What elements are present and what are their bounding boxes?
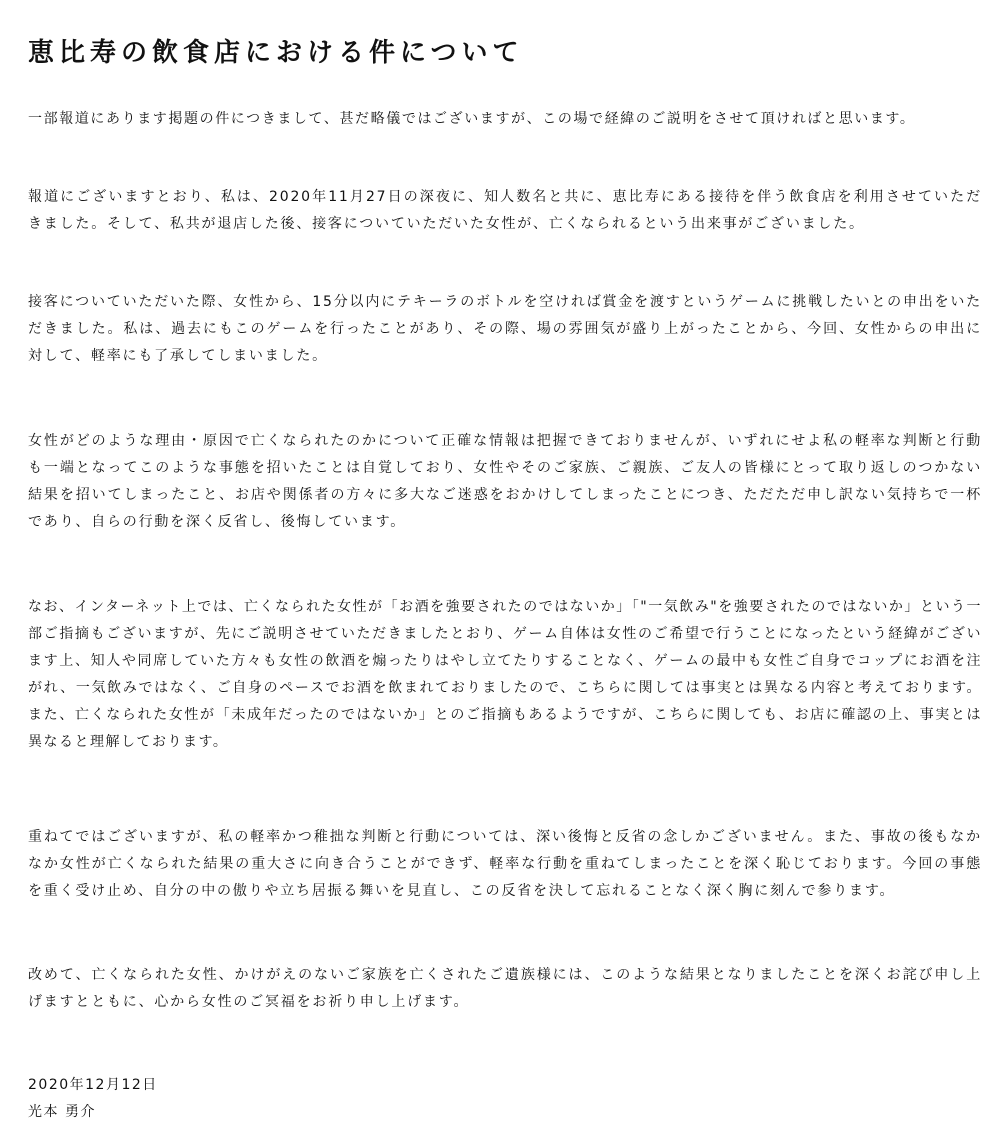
paragraph-apology: 女性がどのような理由・原因で亡くなられたのかについて正確な情報は把握できておりませんが、いずれにせよ私の軽率な判断と行動も一端となってこのような事態を招いたことは自覚しており、女性やそのご家族、ご親族、ご友人の皆様にとって取り返しのつかない結果を招いてしまったこと、お店や関係者の方々に多大なご迷惑をおかけしてしまったことにつき、ただただ申し訳ない気持ちで一杯であり、自らの行動を深く反省し、後悔しています。: [28, 433, 982, 530]
paragraph-condolence: 改めて、亡くなられた女性、かけがえのないご家族を亡くされたご遺族様には、このような結果となりましたことを深くお詫び申し上げますとともに、心から女性のご冥福をお祈り申し上げます。: [28, 967, 982, 1010]
signature-block: [28, 1072, 158, 1126]
paragraph-incident: 報道にございますとおり、私は、2020年11月27日の深夜に、知人数名と共に、恵比寿にある接待を伴う飲食店を利用させていただきました。そして、私共が退店した後、接客についていただいた女性が、亡くなられるという出来事がございました。: [28, 189, 982, 232]
page-title: 恵比寿の飲食店における件について: [28, 38, 524, 68]
paragraph-reflection: 重ねてではございますが、私の軽率かつ稚拙な判断と行動については、深い後悔と反省の念しかございません。また、事故の後もなかなか女性が亡くなられた結果の重大さに向き合うことができず、軽率な行動を重ねてしまったことを深く恥じております。今回の事態を重く受け止め、自分の中の傲りや立ち居振る舞いを見直し、この反省を決して忘れることなく深く胸に刻んで参ります。: [28, 829, 982, 899]
paragraph-clarification: なお、インターネット上では、亡くなられた女性が「お酒を強要されたのではないか」「"一気飲み"を強要されたのではないか」という一部ご指摘もございますが、先にご説明させていただきましたとおり、ゲーム自体は女性のご希望で行うことになったという経緯がございます上、知人や同席していた方々も女性の飲酒を煽ったりはやし立てたりすることなく、ゲームの最中も女性ご自身でコップにお酒を注がれ、一気飲みではなく、ご自身のペースでお酒を飲まれておりましたので、こちらに関しては事実とは異なる内容と考えております。また、亡くなられた女性が「未成年だったのではないか」とのご指摘もあるようですが、こちらに関しても、お店に確認の上、事実とは異なると理解しております。: [28, 599, 982, 750]
paragraph-game: 接客についていただいた際、女性から、15分以内にテキーラのボトルを空ければ賞金を渡すというゲームに挑戦したいとの申出をいただきました。私は、過去にもこのゲームを行ったことがあり、その際、場の雰囲気が盛り上がったことから、今回、女性からの申出に対して、軽率にも了承してしまいました。: [28, 294, 982, 364]
signature-date: 2020年12月12日: [28, 1077, 158, 1093]
signature-name: 光本 勇介: [28, 1104, 96, 1120]
paragraph-intro: 一部報道にあります掲題の件につきまして、甚だ略儀ではございますが、この場で経緯のご説明をさせて頂ければと思います。: [28, 111, 916, 127]
